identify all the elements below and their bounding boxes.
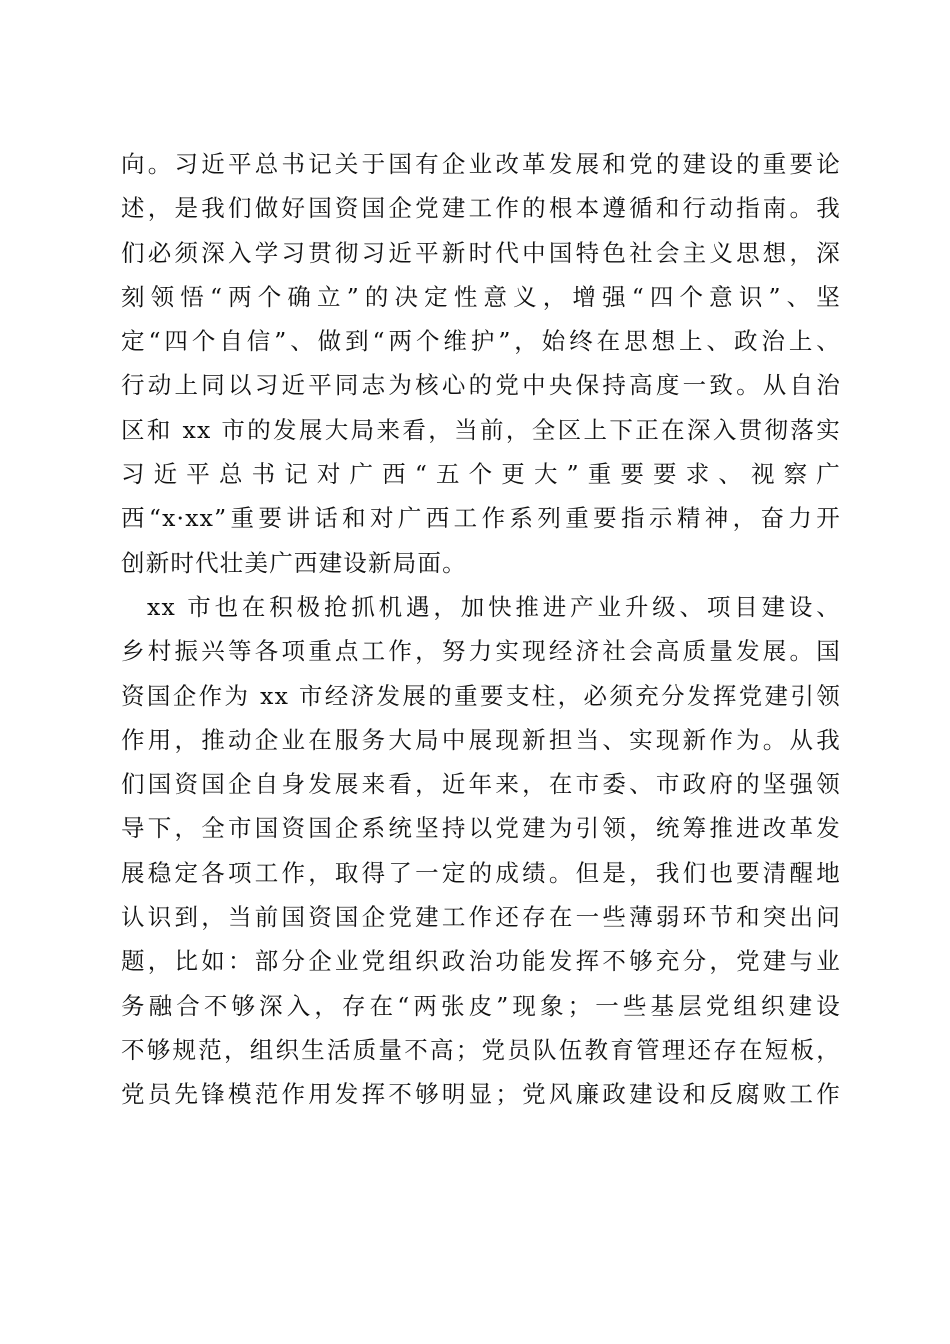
text-line: 们国资国企自身发展来看，近年来，在市委、市政府的坚强领 — [121, 770, 841, 799]
paragraph-1 — [121, 142, 841, 585]
text-line: 资国企作为 xx 市经济发展的重要支柱，必须充分发挥党建引领 — [121, 681, 841, 710]
text-line: 习近平总书记对广西“五个更大”重要要求、视察广 — [121, 460, 841, 489]
text-line: 们必须深入学习贯彻习近平新时代中国特色社会主义思想，深 — [121, 238, 841, 267]
text-line: xx 市也在积极抢抓机遇，加快推进产业升级、项目建设、 — [147, 592, 841, 621]
paragraph-2 — [121, 585, 841, 1117]
text-line: 西“x·xx”重要讲话和对广西工作系列重要指示精神，奋力开 — [121, 504, 841, 533]
text-line: 题，比如：部分企业党组织政治功能发挥不够充分，党建与业 — [121, 947, 841, 976]
text-line: 述，是我们做好国资国企党建工作的根本遵循和行动指南。我 — [121, 194, 841, 223]
text-line: 定“四个自信”、做到“两个维护”，始终在思想上、政治上、 — [121, 327, 841, 356]
body-text — [121, 142, 841, 1117]
text-line: 作用，推动企业在服务大局中展现新担当、实现新作为。从我 — [121, 725, 841, 754]
text-line: 乡村振兴等各项重点工作，努力实现经济社会高质量发展。国 — [121, 637, 841, 666]
text-line: 认识到，当前国资国企党建工作还存在一些薄弱环节和突出问 — [121, 903, 841, 932]
text-line: 党员先锋模范作用发挥不够明显；党风廉政建设和反腐败工作 — [121, 1080, 841, 1109]
text-line: 展稳定各项工作，取得了一定的成绩。但是，我们也要清醒地 — [121, 858, 841, 887]
text-line: 不够规范，组织生活质量不高；党员队伍教育管理还存在短板， — [121, 1035, 841, 1064]
text-line: 务融合不够深入，存在“两张皮”现象；一些基层党组织建设 — [121, 991, 841, 1020]
text-line: 创新时代壮美广西建设新局面。 — [121, 548, 467, 577]
text-line: 刻领悟“两个确立”的决定性意义，增强“四个意识”、坚 — [121, 282, 841, 311]
text-line: 行动上同以习近平同志为核心的党中央保持高度一致。从自治 — [121, 371, 841, 400]
text-line: 导下，全市国资国企系统坚持以党建为引领，统筹推进改革发 — [121, 814, 841, 843]
text-line: 区和 xx 市的发展大局来看，当前，全区上下正在深入贯彻落实 — [121, 415, 841, 444]
text-line: 向。习近平总书记关于国有企业改革发展和党的建设的重要论 — [121, 150, 841, 178]
